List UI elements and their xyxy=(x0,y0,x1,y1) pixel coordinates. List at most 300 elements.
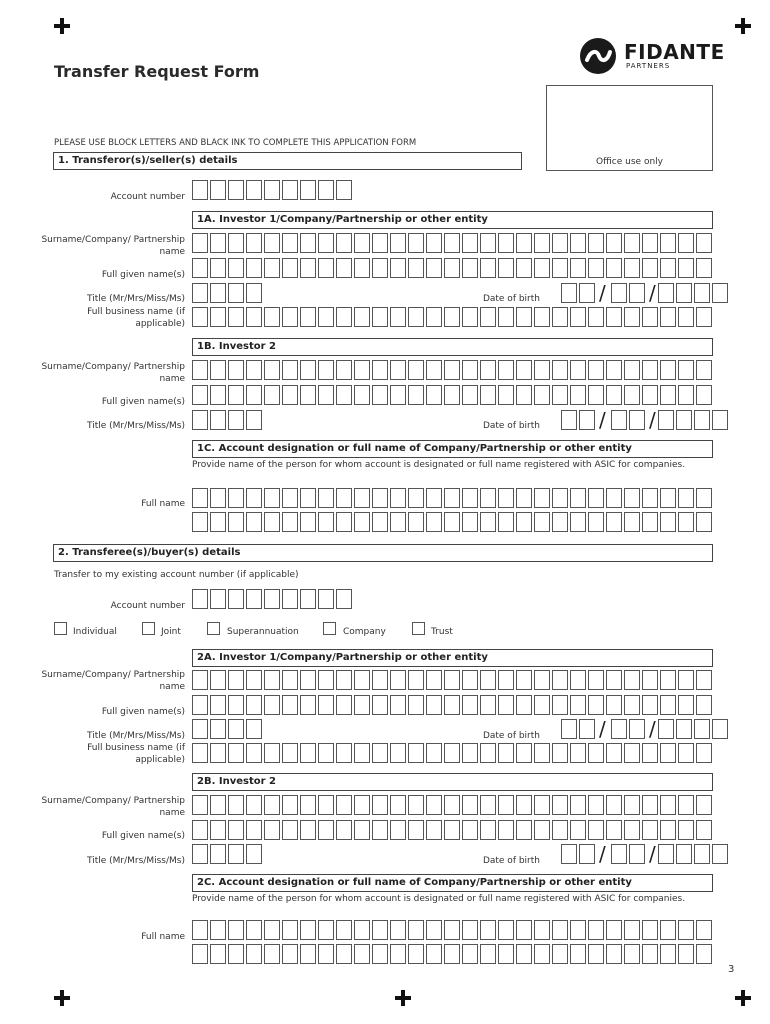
char-box[interactable] xyxy=(318,589,334,609)
char-box[interactable] xyxy=(300,488,316,508)
char-box[interactable] xyxy=(462,670,478,690)
char-box[interactable] xyxy=(444,920,460,940)
char-box[interactable] xyxy=(372,258,388,278)
char-box[interactable] xyxy=(570,820,586,840)
char-box[interactable] xyxy=(264,589,280,609)
char-box[interactable] xyxy=(246,743,262,763)
char-box[interactable] xyxy=(264,488,280,508)
char-box[interactable] xyxy=(300,233,316,253)
char-box[interactable] xyxy=(534,512,550,532)
char-box[interactable] xyxy=(354,920,370,940)
char-box[interactable] xyxy=(516,488,532,508)
char-box[interactable] xyxy=(246,820,262,840)
char-box[interactable] xyxy=(498,743,514,763)
char-box[interactable] xyxy=(462,695,478,715)
account-number-boxes[interactable] xyxy=(192,589,354,609)
char-box[interactable] xyxy=(611,410,627,430)
char-box[interactable] xyxy=(642,385,658,405)
char-box[interactable] xyxy=(516,820,532,840)
business-name-boxes[interactable] xyxy=(192,307,714,327)
char-box[interactable] xyxy=(579,410,595,430)
char-box[interactable] xyxy=(579,283,595,303)
dob-month-boxes[interactable] xyxy=(611,283,647,303)
char-box[interactable] xyxy=(534,385,550,405)
char-box[interactable] xyxy=(318,233,334,253)
char-box[interactable] xyxy=(570,944,586,964)
char-box[interactable] xyxy=(300,180,316,200)
char-box[interactable] xyxy=(372,670,388,690)
char-box[interactable] xyxy=(498,233,514,253)
char-box[interactable] xyxy=(696,233,712,253)
char-box[interactable] xyxy=(192,844,208,864)
char-box[interactable] xyxy=(462,385,478,405)
char-box[interactable] xyxy=(246,410,262,430)
char-box[interactable] xyxy=(372,795,388,815)
dob-day-boxes[interactable] xyxy=(561,283,597,303)
char-box[interactable] xyxy=(300,695,316,715)
char-box[interactable] xyxy=(696,488,712,508)
char-box[interactable] xyxy=(282,385,298,405)
char-box[interactable] xyxy=(444,512,460,532)
char-box[interactable] xyxy=(462,743,478,763)
char-box[interactable] xyxy=(264,307,280,327)
char-box[interactable] xyxy=(606,695,622,715)
char-box[interactable] xyxy=(642,360,658,380)
given-name-boxes[interactable] xyxy=(192,258,714,278)
char-box[interactable] xyxy=(678,512,694,532)
char-box[interactable] xyxy=(246,944,262,964)
char-box[interactable] xyxy=(300,944,316,964)
dob-year-boxes[interactable] xyxy=(658,410,730,430)
char-box[interactable] xyxy=(390,233,406,253)
char-box[interactable] xyxy=(516,695,532,715)
char-box[interactable] xyxy=(426,670,442,690)
char-box[interactable] xyxy=(534,820,550,840)
char-box[interactable] xyxy=(408,820,424,840)
char-box[interactable] xyxy=(246,844,262,864)
char-box[interactable] xyxy=(192,670,208,690)
char-box[interactable] xyxy=(498,307,514,327)
char-box[interactable] xyxy=(246,283,262,303)
char-box[interactable] xyxy=(624,512,640,532)
char-box[interactable] xyxy=(282,258,298,278)
char-box[interactable] xyxy=(660,512,676,532)
char-box[interactable] xyxy=(660,307,676,327)
char-box[interactable] xyxy=(678,233,694,253)
char-box[interactable] xyxy=(210,589,226,609)
char-box[interactable] xyxy=(606,795,622,815)
char-box[interactable] xyxy=(696,695,712,715)
char-box[interactable] xyxy=(336,589,352,609)
char-box[interactable] xyxy=(426,695,442,715)
char-box[interactable] xyxy=(462,795,478,815)
char-box[interactable] xyxy=(588,512,604,532)
char-box[interactable] xyxy=(372,360,388,380)
char-box[interactable] xyxy=(629,410,645,430)
char-box[interactable] xyxy=(678,360,694,380)
char-box[interactable] xyxy=(606,920,622,940)
char-box[interactable] xyxy=(480,307,496,327)
char-box[interactable] xyxy=(534,307,550,327)
char-box[interactable] xyxy=(192,589,208,609)
char-box[interactable] xyxy=(264,795,280,815)
char-box[interactable] xyxy=(606,944,622,964)
char-box[interactable] xyxy=(624,795,640,815)
char-box[interactable] xyxy=(642,695,658,715)
char-box[interactable] xyxy=(246,589,262,609)
title-boxes[interactable] xyxy=(192,283,264,303)
char-box[interactable] xyxy=(210,385,226,405)
char-box[interactable] xyxy=(678,944,694,964)
char-box[interactable] xyxy=(282,944,298,964)
char-box[interactable] xyxy=(624,944,640,964)
char-box[interactable] xyxy=(210,283,226,303)
char-box[interactable] xyxy=(606,385,622,405)
char-box[interactable] xyxy=(426,512,442,532)
char-box[interactable] xyxy=(246,307,262,327)
char-box[interactable] xyxy=(588,695,604,715)
char-box[interactable] xyxy=(372,512,388,532)
char-box[interactable] xyxy=(318,920,334,940)
char-box[interactable] xyxy=(694,283,710,303)
char-box[interactable] xyxy=(318,512,334,532)
char-box[interactable] xyxy=(552,743,568,763)
char-box[interactable] xyxy=(642,307,658,327)
char-box[interactable] xyxy=(318,944,334,964)
char-box[interactable] xyxy=(228,820,244,840)
char-box[interactable] xyxy=(192,283,208,303)
char-box[interactable] xyxy=(336,233,352,253)
char-box[interactable] xyxy=(444,743,460,763)
char-box[interactable] xyxy=(462,512,478,532)
char-box[interactable] xyxy=(498,385,514,405)
char-box[interactable] xyxy=(606,233,622,253)
char-box[interactable] xyxy=(658,283,674,303)
char-box[interactable] xyxy=(210,307,226,327)
char-box[interactable] xyxy=(629,283,645,303)
char-box[interactable] xyxy=(534,488,550,508)
char-box[interactable] xyxy=(318,258,334,278)
char-box[interactable] xyxy=(246,512,262,532)
char-box[interactable] xyxy=(354,360,370,380)
given-name-boxes[interactable] xyxy=(192,385,714,405)
char-box[interactable] xyxy=(579,844,595,864)
char-box[interactable] xyxy=(318,180,334,200)
char-box[interactable] xyxy=(444,488,460,508)
char-box[interactable] xyxy=(642,795,658,815)
char-box[interactable] xyxy=(561,844,577,864)
char-box[interactable] xyxy=(228,488,244,508)
char-box[interactable] xyxy=(336,258,352,278)
char-box[interactable] xyxy=(210,795,226,815)
char-box[interactable] xyxy=(408,233,424,253)
char-box[interactable] xyxy=(246,795,262,815)
char-box[interactable] xyxy=(588,360,604,380)
char-box[interactable] xyxy=(264,670,280,690)
char-box[interactable] xyxy=(629,844,645,864)
char-box[interactable] xyxy=(426,488,442,508)
char-box[interactable] xyxy=(228,258,244,278)
char-box[interactable] xyxy=(336,820,352,840)
char-box[interactable] xyxy=(228,410,244,430)
dob-day-boxes[interactable] xyxy=(561,410,597,430)
char-box[interactable] xyxy=(642,944,658,964)
char-box[interactable] xyxy=(408,670,424,690)
char-box[interactable] xyxy=(426,360,442,380)
char-box[interactable] xyxy=(606,258,622,278)
char-box[interactable] xyxy=(390,512,406,532)
char-box[interactable] xyxy=(570,258,586,278)
char-box[interactable] xyxy=(624,258,640,278)
char-box[interactable] xyxy=(192,258,208,278)
char-box[interactable] xyxy=(624,670,640,690)
char-box[interactable] xyxy=(192,488,208,508)
char-box[interactable] xyxy=(246,488,262,508)
char-box[interactable] xyxy=(660,233,676,253)
char-box[interactable] xyxy=(210,360,226,380)
char-box[interactable] xyxy=(318,670,334,690)
char-box[interactable] xyxy=(660,920,676,940)
char-box[interactable] xyxy=(570,307,586,327)
business-name-boxes[interactable] xyxy=(192,743,714,763)
char-box[interactable] xyxy=(300,360,316,380)
trust-checkbox[interactable] xyxy=(412,622,425,635)
char-box[interactable] xyxy=(318,360,334,380)
char-box[interactable] xyxy=(516,743,532,763)
char-box[interactable] xyxy=(696,920,712,940)
char-box[interactable] xyxy=(552,360,568,380)
joint-checkbox[interactable] xyxy=(142,622,155,635)
char-box[interactable] xyxy=(282,307,298,327)
char-box[interactable] xyxy=(192,385,208,405)
char-box[interactable] xyxy=(534,258,550,278)
char-box[interactable] xyxy=(246,719,262,739)
char-box[interactable] xyxy=(228,719,244,739)
char-box[interactable] xyxy=(444,670,460,690)
char-box[interactable] xyxy=(678,307,694,327)
dob-year-boxes[interactable] xyxy=(658,719,730,739)
char-box[interactable] xyxy=(678,820,694,840)
char-box[interactable] xyxy=(606,488,622,508)
char-box[interactable] xyxy=(210,719,226,739)
char-box[interactable] xyxy=(228,307,244,327)
char-box[interactable] xyxy=(660,944,676,964)
char-box[interactable] xyxy=(372,695,388,715)
char-box[interactable] xyxy=(192,820,208,840)
char-box[interactable] xyxy=(552,512,568,532)
char-box[interactable] xyxy=(282,670,298,690)
char-box[interactable] xyxy=(570,920,586,940)
char-box[interactable] xyxy=(336,307,352,327)
char-box[interactable] xyxy=(480,385,496,405)
char-box[interactable] xyxy=(426,920,442,940)
char-box[interactable] xyxy=(408,920,424,940)
char-box[interactable] xyxy=(678,795,694,815)
char-box[interactable] xyxy=(462,360,478,380)
char-box[interactable] xyxy=(390,795,406,815)
char-box[interactable] xyxy=(372,920,388,940)
dob-year-boxes[interactable] xyxy=(658,283,730,303)
dob-month-boxes[interactable] xyxy=(611,410,647,430)
char-box[interactable] xyxy=(480,920,496,940)
char-box[interactable] xyxy=(228,283,244,303)
char-box[interactable] xyxy=(192,233,208,253)
char-box[interactable] xyxy=(426,233,442,253)
char-box[interactable] xyxy=(408,695,424,715)
char-box[interactable] xyxy=(658,410,674,430)
char-box[interactable] xyxy=(354,233,370,253)
char-box[interactable] xyxy=(336,944,352,964)
char-box[interactable] xyxy=(480,512,496,532)
char-box[interactable] xyxy=(678,258,694,278)
char-box[interactable] xyxy=(264,920,280,940)
full-name-boxes[interactable] xyxy=(192,920,714,940)
char-box[interactable] xyxy=(390,307,406,327)
char-box[interactable] xyxy=(336,360,352,380)
char-box[interactable] xyxy=(658,844,674,864)
char-box[interactable] xyxy=(246,180,262,200)
char-box[interactable] xyxy=(354,820,370,840)
char-box[interactable] xyxy=(570,360,586,380)
char-box[interactable] xyxy=(228,944,244,964)
char-box[interactable] xyxy=(676,283,692,303)
char-box[interactable] xyxy=(282,820,298,840)
char-box[interactable] xyxy=(570,795,586,815)
char-box[interactable] xyxy=(712,844,728,864)
char-box[interactable] xyxy=(462,820,478,840)
char-box[interactable] xyxy=(624,488,640,508)
char-box[interactable] xyxy=(696,512,712,532)
char-box[interactable] xyxy=(534,944,550,964)
char-box[interactable] xyxy=(696,795,712,815)
char-box[interactable] xyxy=(336,385,352,405)
char-box[interactable] xyxy=(588,920,604,940)
char-box[interactable] xyxy=(570,695,586,715)
char-box[interactable] xyxy=(611,719,627,739)
dob-month-boxes[interactable] xyxy=(611,719,647,739)
char-box[interactable] xyxy=(588,670,604,690)
char-box[interactable] xyxy=(282,743,298,763)
char-box[interactable] xyxy=(264,512,280,532)
char-box[interactable] xyxy=(712,719,728,739)
char-box[interactable] xyxy=(336,695,352,715)
char-box[interactable] xyxy=(354,695,370,715)
char-box[interactable] xyxy=(300,743,316,763)
char-box[interactable] xyxy=(192,512,208,532)
char-box[interactable] xyxy=(300,385,316,405)
char-box[interactable] xyxy=(354,385,370,405)
char-box[interactable] xyxy=(426,795,442,815)
char-box[interactable] xyxy=(588,944,604,964)
char-box[interactable] xyxy=(264,258,280,278)
char-box[interactable] xyxy=(624,695,640,715)
char-box[interactable] xyxy=(354,488,370,508)
char-box[interactable] xyxy=(624,233,640,253)
char-box[interactable] xyxy=(552,795,568,815)
char-box[interactable] xyxy=(372,488,388,508)
char-box[interactable] xyxy=(300,307,316,327)
char-box[interactable] xyxy=(264,743,280,763)
char-box[interactable] xyxy=(246,360,262,380)
char-box[interactable] xyxy=(354,670,370,690)
char-box[interactable] xyxy=(676,719,692,739)
char-box[interactable] xyxy=(534,360,550,380)
char-box[interactable] xyxy=(408,795,424,815)
char-box[interactable] xyxy=(588,795,604,815)
char-box[interactable] xyxy=(534,695,550,715)
char-box[interactable] xyxy=(712,283,728,303)
char-box[interactable] xyxy=(660,743,676,763)
char-box[interactable] xyxy=(561,283,577,303)
char-box[interactable] xyxy=(516,307,532,327)
char-box[interactable] xyxy=(606,512,622,532)
char-box[interactable] xyxy=(642,488,658,508)
char-box[interactable] xyxy=(480,695,496,715)
char-box[interactable] xyxy=(210,695,226,715)
char-box[interactable] xyxy=(228,920,244,940)
char-box[interactable] xyxy=(300,589,316,609)
char-box[interactable] xyxy=(552,670,568,690)
char-box[interactable] xyxy=(264,820,280,840)
char-box[interactable] xyxy=(678,670,694,690)
char-box[interactable] xyxy=(480,488,496,508)
char-box[interactable] xyxy=(516,795,532,815)
char-box[interactable] xyxy=(336,512,352,532)
char-box[interactable] xyxy=(192,743,208,763)
char-box[interactable] xyxy=(372,820,388,840)
char-box[interactable] xyxy=(228,233,244,253)
char-box[interactable] xyxy=(462,920,478,940)
char-box[interactable] xyxy=(588,488,604,508)
char-box[interactable] xyxy=(606,820,622,840)
char-box[interactable] xyxy=(696,944,712,964)
dob-day-boxes[interactable] xyxy=(561,844,597,864)
char-box[interactable] xyxy=(228,795,244,815)
char-box[interactable] xyxy=(444,385,460,405)
char-box[interactable] xyxy=(246,695,262,715)
char-box[interactable] xyxy=(192,795,208,815)
char-box[interactable] xyxy=(660,385,676,405)
char-box[interactable] xyxy=(264,180,280,200)
char-box[interactable] xyxy=(624,385,640,405)
char-box[interactable] xyxy=(354,258,370,278)
char-box[interactable] xyxy=(300,512,316,532)
char-box[interactable] xyxy=(210,233,226,253)
char-box[interactable] xyxy=(642,670,658,690)
char-box[interactable] xyxy=(660,360,676,380)
char-box[interactable] xyxy=(462,944,478,964)
char-box[interactable] xyxy=(629,719,645,739)
char-box[interactable] xyxy=(408,743,424,763)
account-number-boxes[interactable] xyxy=(192,180,354,200)
char-box[interactable] xyxy=(408,488,424,508)
char-box[interactable] xyxy=(318,385,334,405)
title-boxes[interactable] xyxy=(192,410,264,430)
char-box[interactable] xyxy=(390,488,406,508)
char-box[interactable] xyxy=(372,743,388,763)
char-box[interactable] xyxy=(426,307,442,327)
char-box[interactable] xyxy=(516,258,532,278)
char-box[interactable] xyxy=(318,820,334,840)
char-box[interactable] xyxy=(444,944,460,964)
char-box[interactable] xyxy=(516,670,532,690)
char-box[interactable] xyxy=(642,743,658,763)
char-box[interactable] xyxy=(498,695,514,715)
char-box[interactable] xyxy=(480,944,496,964)
char-box[interactable] xyxy=(552,820,568,840)
char-box[interactable] xyxy=(354,512,370,532)
char-box[interactable] xyxy=(246,385,262,405)
